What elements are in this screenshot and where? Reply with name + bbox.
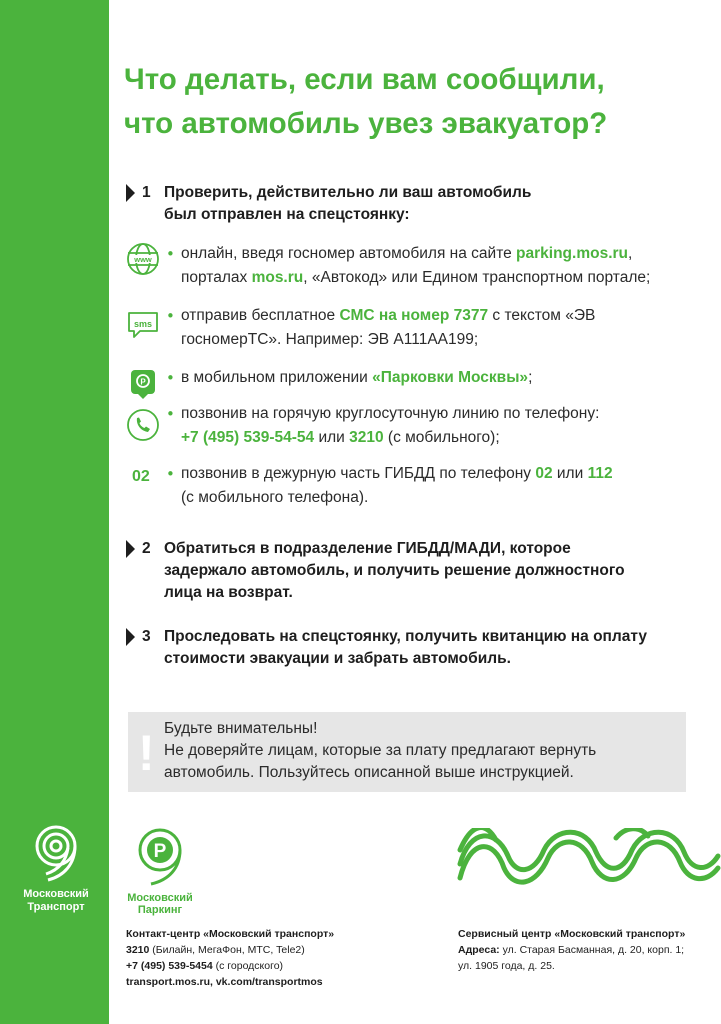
phone-icon [126,408,160,442]
online-text-d: , «Автокод» или Едином транспортном портале; [303,269,651,286]
arrow-icon [126,184,135,202]
transport-nine-icon [28,824,84,882]
warning-line3: автомобиль. Пользуйтесь описанной выше инструкцией. [164,764,574,781]
phone-text-c: (с мобильного); [383,429,500,446]
sms-text-c: госномерТС». Например: ЭВ А111АА199; [181,331,479,348]
svg-text:P: P [153,841,167,862]
bullet: • [166,405,175,423]
warning-box [128,712,686,792]
arrow-icon [126,540,135,558]
service-center-title: Сервисный центр «Московский транспорт» [458,928,686,940]
contact-short-number: 3210 [126,944,150,956]
parking-app-name: «Парковки Москвы» [372,369,529,386]
online-text-b: , [628,245,633,262]
contact-links[interactable]: transport.mos.ru, vk.com/transportmos [126,976,323,988]
bullet: • [166,307,175,325]
title-line1: Что делать, если вам сообщили, [124,63,605,96]
svg-text:P: P [140,377,146,387]
address-label: Адреса: [458,944,500,956]
online-text-c: порталах [181,269,252,286]
step-2-line2: задержало автомобиль, и получить решение должностного [164,562,625,579]
step-number: 1 [142,184,151,201]
app-text-b: ; [528,369,533,386]
mos-ru-link[interactable]: mos.ru [251,269,304,286]
parking-p-icon [131,826,189,886]
step-number: 2 [142,540,151,557]
app-text-a: в мобильном приложении [181,369,373,386]
step-number: 3 [142,628,151,645]
svg-text:www: www [134,255,152,264]
online-text-a: онлайн, введя госномер автомобиля на сайте [181,245,517,262]
address-1: ул. Старая Басманная, д. 20, корп. 1; [499,944,685,956]
sms-number: СМС на номер 7377 [339,307,489,324]
phone-text-b: или [314,429,350,446]
transport-logo-line2: Транспорт [27,901,85,913]
02-icon: 02 [132,468,150,485]
gibdd-text-b: или [552,465,588,482]
moscow-parking-logo [120,826,200,916]
parking-logo-line1: Московский [127,892,193,904]
short-number: 3210 [349,429,384,446]
gibdd-text-c: (с мобильного телефона). [181,489,369,506]
contact-phone-note: (с городского) [212,960,284,972]
sms-text-b: с текстом «ЭВ [488,307,596,324]
sms-text-a: отправив бесплатное [181,307,340,324]
gibdd-text-a: позвонив в дежурную часть ГИБДД по телефону [181,465,536,482]
arrow-icon [126,628,135,646]
step-2-line1: Обратиться в подразделение ГИБДД/МАДИ, которое [164,540,571,557]
gibdd-number-02: 02 [535,465,553,482]
sms-icon [126,308,160,342]
parking-logo-line2: Паркинг [137,904,183,916]
step-1-line2: был отправлен на спецстоянку: [164,206,410,223]
bullet: • [166,369,175,387]
www-globe-icon [126,242,160,276]
contact-phone-number: +7 (495) 539-5454 [126,960,213,972]
contact-center-title: Контакт-центр «Московский транспорт» [126,928,335,940]
parking-app-icon [126,366,160,400]
service-center-info [458,926,685,974]
page-title [124,58,714,146]
wave-ornament [456,828,721,890]
step-3-line2: стоимости эвакуации и забрать автомобиль. [164,650,511,667]
step-1-line1: Проверить, действительно ли ваш автомобиль [164,184,532,201]
phone-text-a: позвонив на горячую круглосуточную линию по телефону: [181,405,600,422]
warning-line1: Будьте внимательны! [164,720,318,737]
bullet: • [166,465,175,483]
bullet: • [166,245,175,263]
transport-logo-line1: Московский [23,888,89,900]
address-2: ул. 1905 года, д. 25. [458,960,555,972]
contact-short-note: (Билайн, МегаФон, МТС, Tele2) [149,944,305,956]
gibdd-number-112: 112 [587,465,613,482]
step-3-line1: Проследовать на спецстоянку, получить квитанцию на оплату [164,628,647,645]
moscow-transport-logo [14,824,98,914]
title-line2: что автомобиль увез эвакуатор? [124,107,608,140]
exclamation-icon: ! [138,725,155,781]
hotline-number: +7 (495) 539-54-54 [181,429,315,446]
svg-text:sms: sms [133,319,153,329]
green-sidebar [0,0,109,1024]
parking-mos-link[interactable]: parking.mos.ru [516,245,629,262]
warning-line2: Не доверяйте лицам, которые за плату предлагают вернуть [164,742,597,759]
step-2-line3: лица на возврат. [164,584,293,601]
contact-center-info [126,926,334,990]
